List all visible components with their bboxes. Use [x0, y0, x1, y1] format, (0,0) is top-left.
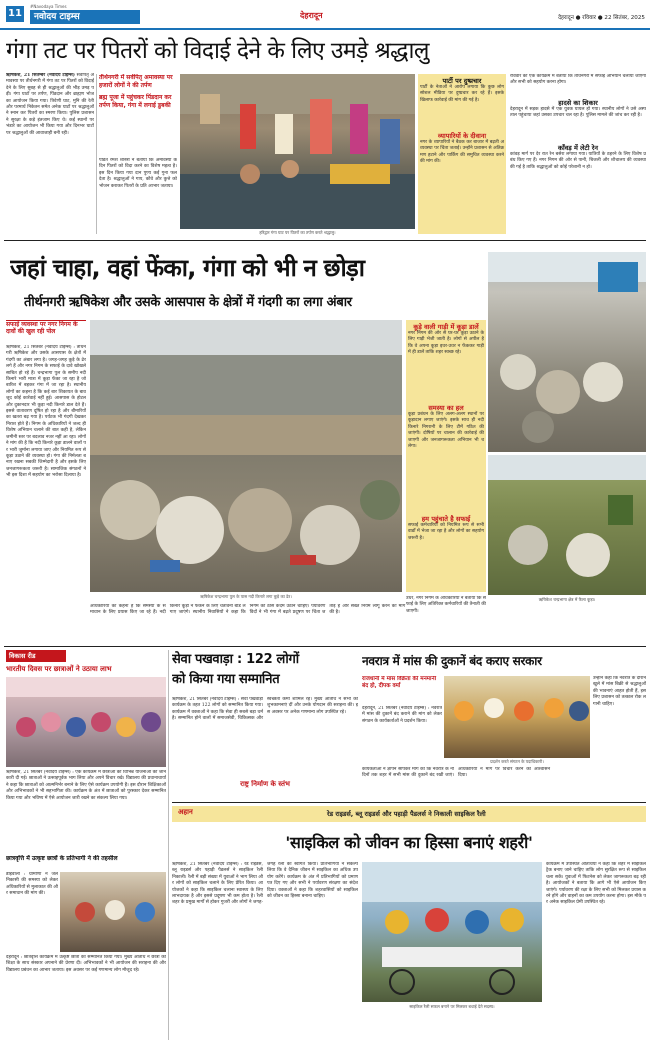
story2-box-text-1: नगर निगम की ओर से घर-घर कूड़ा उठाने के लिए गाड़ी भेजी जाती है। लोगों से अपील है कि वे अपना कूड़ा इधर-उधर न फेंककर गाड़ी में ही डालें ताकि शहर स्वच्छ रहे। — [408, 331, 484, 356]
garbage-scene-2 — [488, 455, 646, 595]
story3-photo2 — [60, 872, 166, 952]
section-rule-1 — [4, 240, 646, 241]
story6-caption: साइकिल रैली सफल बनाने पर मिलकर बधाई देते सदस्य। — [409, 1004, 495, 1009]
story6-text-right: कार्यक्रम में उपस्थित अतिथियों ने कहा कि शहर में साइकिल ट्रैक बनाए जाने चाहिए ताकि लोग सुरक्षित रूप से साइकिल चला सकें। युवाओं में फिटनेस को लेकर जागरूकता बढ़ रही है। आयोजकों ने बताया कि आगे भी ऐसे आयोजन किए जाएंगे। पर्यावरण की रक्षा के लिए सभी को मिलकर प्रयास करने होंगे और वाहनों का कम उपयोग करना होगा। इस मौके पर अनेक साइकिल प्रेमी उपस्थित रहे। — [546, 862, 646, 906]
story2-box-text-2: कूड़ा प्रबंधन के लिए अलग-अलग स्थानों पर कूड़ादान लगाए जाएंगे। इसके साथ ही नदी किनारे निगरानी के लिए टीमें गठित की जाएंगी। दोषियों पर चालान की कार्रवाई की जाएगी और जनजागरूकता अभियान भी चलेगा। — [408, 412, 484, 450]
story6-strap-bar — [172, 806, 646, 822]
story5-bullet: राजधानी में मांस विक्रेता की मनमानी बंद हो, दीपक वर्मा — [362, 676, 437, 689]
story2-right-bottom-text: उधर, नगर निगम के अधिकारियों ने बताया कि सफाई के लिए अतिरिक्त कर्मचारियों की तैनाती की जाएगी। — [406, 596, 486, 614]
story3-headline: भारतीय दिवस पर छात्राओं ने उठाया लाभ — [6, 665, 112, 673]
story5-bottom-text: कार्यकर्ताओं ने ज्ञापन सौंपकर मांग की कि नवरात्र के नौ दिनों तक शहर में सभी मांस की दुकानें बंद रखी जाएं। अधिकारियों ने मांग पर विचार करने का आश्वासन दिया। — [362, 767, 550, 779]
story2-photo-top — [488, 252, 646, 452]
section-rule-2 — [4, 646, 646, 647]
story1-text-col2: पंडित रमेश शास्त्री ने बताया कि अमावस्या के दिन पितरों को विदा करने का विशेष महत्व है। इस दिन किया गया दान पुण्य कई गुना फल देता है। श्रद्धालुओं ने गाय, कौवे और कुत्ते को भोजन कराकर पितरों के प्रति आभार जताया। — [99, 158, 177, 189]
story3-sub: छात्रवृत्ति में उत्कृष्ट छात्रों के प्रतिभागी ने की तहसील — [6, 855, 118, 862]
story6-text-left: ऋषिकेश, 21 सितंबर (नवोदय टाइम्स) : रेड राइडर्स, ब्लू राइडर्स और पहाड़ी पैडलर्स ने साइकिल रैली निकाली। रैली में बड़ी संख्या में युवाओं ने भाग लिया और लोगों को साइकिल चलाने के लिए प्रेरित किया। आयोजकों ने कहा कि साइकिल चलाना स्वास्थ्य के लिए लाभदायक है और इससे प्रदूषण भी कम होता है। रैली शहर के प्रमुख मार्गों से होकर गुजरी और लोगों ने जगह-जगह रैली का स्वागत किया। प्रतिभागियों ने संकल्प लिया कि वे दैनिक जीवन में साइकिल का अधिक उपयोग करेंगे। कार्यक्रम के अंत में प्रतिभागियों को प्रमाण पत्र दिए गए और सभी ने पर्यावरण संरक्षण का संदेश दिया। वक्ताओं ने कहा कि शहरवासियों को साइकिल को जीवन का हिस्सा बनाना चाहिए। — [172, 862, 358, 906]
story1-headline: गंगा तट पर पितरों को विदाई देने के लिए उमड़े श्रद्धालु — [6, 38, 429, 64]
col-divider — [96, 74, 97, 234]
sidebar-yellow-box — [418, 74, 506, 234]
section-rule-3 — [172, 802, 646, 803]
story2-col1: ऋषिकेश, 21 सितंबर (नवोदय टाइम्स) : तीर्थनगरी ऋषिकेश और उसके आसपास के क्षेत्रों में गंदगी का अंबार लगा है। जगह-जगह कूड़े के ढेर लगे हैं और नगर निगम के सफाई के दावे खोखले साबित हो रहे हैं। चन्द्रभागा पुल के समीप नदी किनारे भारी मात्रा में कूड़ा फेंका जा रहा है जो बारिश में बहकर गंगा में जा रहा है। स्थानीय लोगों का कहना है कि कई बार शिकायत के बावजूद कोई कार्रवाई नहीं हुई। आसपास के होटल और दुकानदार भी कूड़ा नदी किनारे डाल देते हैं। इससे वातावरण दूषित हो रहा है और बीमारियों का खतरा बढ़ गया है। पर्यटक भी गंदगी देखकर निराश होते हैं। निगम के अधिकारियों ने जल्द ही विशेष अभियान चलाने की बात कही है, लेकिन जमीनी स्तर पर बदलाव नजर नहीं आ रहा। लोगों ने मांग की है कि नदी किनारे कूड़ा डालने वालों पर भारी जुर्माना लगाया जाए और नियमित रूप से कूड़ा उठाने की व्यवस्था हो। गंगा की निर्मलता बनाए रखना सबकी जिम्मेदारी है और इसके लिए जनजागरूकता जरूरी है। सामाजिक संगठनों ने भी इस दिशा में सहयोग का भरोसा दिलाया है। — [6, 345, 86, 479]
story2-side-caption: ऋषिकेश चन्द्रभागा क्षेत्र में फैला कूड़ा। — [538, 597, 596, 602]
right-short-title-1: हादसे का शिकार — [558, 99, 598, 107]
story5-right-text: उन्होंने कहा कि नवरात्र के दौरान खुले में मांस बिक्री से श्रद्धालुओं की भावनाएं आहत होती हैं, इसलिए प्रशासन को तत्काल रोक लगानी चाहिए। — [593, 676, 646, 707]
box-text-1: पार्टी के नेताओं ने आरोप लगाया कि कुछ लोग सोशल मीडिया पर दुष्प्रचार कर रहे हैं। इसके खिलाफ कार्रवाई की मांग की गई है। — [420, 85, 504, 103]
story2-box-text-3: सफाई कर्मचारियों को नियमित रूप से सभी वार्डों में भेजा जा रहा है और लोगों का सहयोग जरूरी है। — [408, 523, 484, 541]
story4-text: ऋषिकेश, 21 सितंबर (नवोदय टाइम्स) : सेवा पखवाड़ा कार्यक्रम के तहत 122 लोगों को सम्मानित किया गया। कार्यक्रम में वक्ताओं ने कहा कि सेवा ही सबसे बड़ा धर्म है। सम्मानित होने वालों में समाजसेवी, चिकित्सक और स्वच्छता कर्मी शामिल रहे। मुख्य अतिथि ने सभी को शुभकामनाएं दीं और उनके योगदान की सराहना की। इस अवसर पर अनेक गणमान्य लोग उपस्थित रहे। — [172, 697, 358, 722]
story3-text3: देहरादून : छात्रवृत्ति कार्यक्रम में उत्कृष्ट छात्रों को सम्मानित किया गया। मुख्य अतिथि ने छात्रों को शिक्षा के साथ संस्कार अपनाने की प्रेरणा दी। अभिभावकों ने भी आयोजन की सराहना की और विद्यालय प्रबंधन का आभार जताया। इस अवसर पर कई गणमान्य लोग मौजूद रहे। — [6, 955, 166, 973]
story1-bullets — [99, 74, 177, 154]
story6-tag: अहान — [178, 808, 193, 816]
story2-sub1-text: सफाई व्यवस्था पर नगर निगम के दावों की खुल रही पोल — [6, 321, 78, 335]
masthead — [0, 0, 650, 30]
small-handle: #Navodaya Times — [30, 4, 67, 9]
story2-box-title-2: समस्या का हल — [428, 404, 464, 412]
students-group-scene — [6, 677, 166, 767]
story2-photo-side — [488, 455, 646, 595]
dateline: देहरादून ● रविवार ● 22 सितंबर, 2025 — [558, 15, 645, 21]
story1-caption: हरिद्वार गंगा घाट पर पितरों का तर्पण करते श्रद्धालु। — [259, 230, 336, 235]
story1-bullet-1: तीर्थनगरी में सर्वपितृ अमावस्या पर हजारों लोगों ने की तर्पण — [99, 74, 173, 89]
paper-name: नवोदय टाइम्स — [30, 10, 140, 24]
story3-photo — [6, 677, 166, 767]
box-title-2: व्यापारियों के दीवाना — [437, 132, 487, 140]
story1-photo — [180, 74, 415, 229]
page-number-badge — [6, 6, 24, 22]
story5-text: देहरादून, 21 सितंबर (नवोदय टाइम्स) : नवरात्र में मांस की दुकानें बंद कराने की मांग को लेकर संगठन के कार्यकर्ताओं ने प्रदर्शन किया। — [362, 706, 442, 724]
story3-text: ऋषिकेश, 21 सितंबर (नवोदय टाइम्स) : एक कार्यक्रम में छात्राओं को विभिन्न योजनाओं की जानकारी दी गई। छात्राओं ने उत्साहपूर्वक भाग लिया और अपने विचार रखे। विद्यालय की प्रधानाचार्या ने कहा कि छात्राओं को आत्मनिर्भर बनाने के लिए ऐसे कार्यक्रम उपयोगी हैं। इस दौरान शिक्षिकाओं और अभिभावकों ने भी सहभागिता की। कार्यक्रम के अंत में छात्राओं को पुरस्कार देकर सम्मानित किया गया और भविष्य में ऐसे आयोजन जारी रखने का संकल्प लिया गया। — [6, 770, 166, 801]
story1-photo-scene — [180, 74, 415, 229]
story5-headline: नवरात्र में मांस की दुकानें बंद कराए सरकार — [362, 654, 542, 668]
story3-kicker: विकास रीड — [6, 650, 66, 662]
story5-photo — [444, 676, 590, 758]
box-text-2: नगर के व्यापारियों ने बैठक कर बाजार में बढ़ती अव्यवस्था पर चिंता जताई। उन्होंने प्रशासन से अतिक्रमण हटाने और पार्किंग की समुचित व्यवस्था करने की मांग की। — [420, 140, 504, 165]
story2-yellow-box — [406, 320, 486, 592]
ceremony-scene — [60, 872, 166, 952]
story3-text2: डोईवाला : ग्रामीणों ने जल निकासी की समस्या को लेकर अधिकारियों से मुलाकात की और समाधान की मांग की। — [6, 872, 58, 897]
edition-label: देहरादून — [300, 11, 323, 20]
story1-text-col: ऋषिकेश, 21 सितम्बर (नवोदय टाइम्स) सर्वपितृ अमावस्या पर तीर्थनगरी में गंगा तट पर पितरों को विदाई देने के लिए सुबह से ही श्रद्धालुओं की भीड़ उमड़ पड़ी। गंगा घाटों पर तर्पण, पिंडदान और ब्राह्मण भोज का आयोजन किया गया। त्रिवेणी घाट, मुनि की रेती और परमार्थ निकेतन समेत अनेक घाटों पर श्रद्धालुओं ने स्नान कर पितरों का स्मरण किया। पुलिस प्रशासन ने सुरक्षा के कड़े इंतजाम किए थे। कई स्थानों पर भंडारे का आयोजन भी किया गया और दिनभर घाटों पर श्रद्धालुओं की आवाजाही बनी रही। — [6, 73, 94, 136]
story2-main-photo — [90, 320, 402, 592]
story6-strap: रेड राइडर्स, ब्लू राइडर्स और पहाड़ी पैडलर्स ने निकाली साइकिल रैली — [327, 810, 486, 818]
left-col-divider — [168, 650, 169, 1040]
garbage-scene-1 — [488, 252, 646, 452]
story2-main-caption: ऋषिकेश चन्द्रभागा पुल के पास नदी किनारे लगा कूड़े का ढेर। — [200, 594, 292, 599]
right-shorts — [510, 74, 646, 234]
story2-sub1 — [6, 320, 86, 342]
right-short-text-2: देहरादून में सड़क हादसे में एक युवक घायल हो गया। स्थानीय लोगों ने उसे अस्पताल पहुंचाया जहां उसका उपचार चल रहा है। पुलिस मामले की जांच कर रही है। — [510, 107, 646, 119]
story4-quote: राष्ट्र निर्माण के स्तंभ — [240, 780, 290, 788]
story2-box-title-1: कूड़े वाली गाड़ी में कूड़ा डालें — [413, 323, 479, 331]
protest-scene — [444, 676, 590, 758]
story1-bullet-2: ब्रह्म पूजा में पहुंचकर पिंडदान कर तर्पण किया, गंगा में लगाई डुबकी — [99, 94, 172, 109]
story2-deck: तीर्थनगरी ऋषिकेश और उसके आसपास के क्षेत्रों में गंदगी का लगा अंबार — [24, 295, 352, 310]
cycle-rally-scene — [362, 862, 542, 1002]
story2-box-title-3: हम पहुंचाते है सफाई — [421, 515, 471, 523]
story2-bottom-text: अधिकारियों का कहना है कि समस्या के समाधान के लिए प्रयास किए जा रहे हैं। नदी किनारे कूड़ा न फेंकने के लिए चेतावनी बोर्ड लगाए जाएंगे। स्थानीय निवासियों ने कहा कि निगम को ठोस कदम उठाने चाहिए। पर्यावरणविदों ने भी गंगा में बढ़ते प्रदूषण पर चिंता जताई है और सख्त नियम लागू करने की मांग की है। — [90, 604, 406, 616]
masthead-rule — [0, 28, 650, 30]
box-title-1: पार्टी पर दुष्प्रचार — [442, 77, 482, 85]
riverbank-garbage-scene — [90, 320, 402, 592]
story2-headline: जहां चाहा, वहां फेंका, गंगा को भी न छोड़ा — [10, 254, 365, 282]
story6-photo — [362, 862, 542, 1002]
story4-headline — [172, 650, 358, 694]
story1-byline: ऋषिकेश, 21 सितम्बर (नवोदय टाइम्स) — [6, 73, 75, 78]
story5-caption: प्रदर्शन करते संगठन के पदाधिकारी। — [490, 759, 544, 764]
right-short-text-1: रविवार को एक कार्यक्रम में बताया कि तीर्थनगरी में सफाई अभियान चलाया जाएगा और सभी को सहयोग करना होगा। — [510, 74, 646, 86]
story4-headline-l1: सेवा पखवाड़ा : 122 लोगों — [172, 652, 299, 667]
page-number: 11 — [8, 8, 22, 19]
right-short-text-3: कांवड़ मार्ग पर देर रात रेन बसेरा लगाया गया। यात्रियों के ठहरने के लिए विशेष प्रबंध किए गए हैं। नगर निगम की ओर से पानी, बिजली और शौचालय की व्यवस्था की गई है ताकि श्रद्धालुओं को कोई परेशानी न हो। — [510, 152, 646, 170]
story6-headline: 'साइकिल को जीवन का हिस्सा बनाएं शहरी' — [285, 833, 533, 852]
right-short-title-2: काँवड़ में लेटी रेन — [557, 144, 599, 152]
story4-headline-l2: को किया गया सम्मानित — [172, 672, 280, 687]
